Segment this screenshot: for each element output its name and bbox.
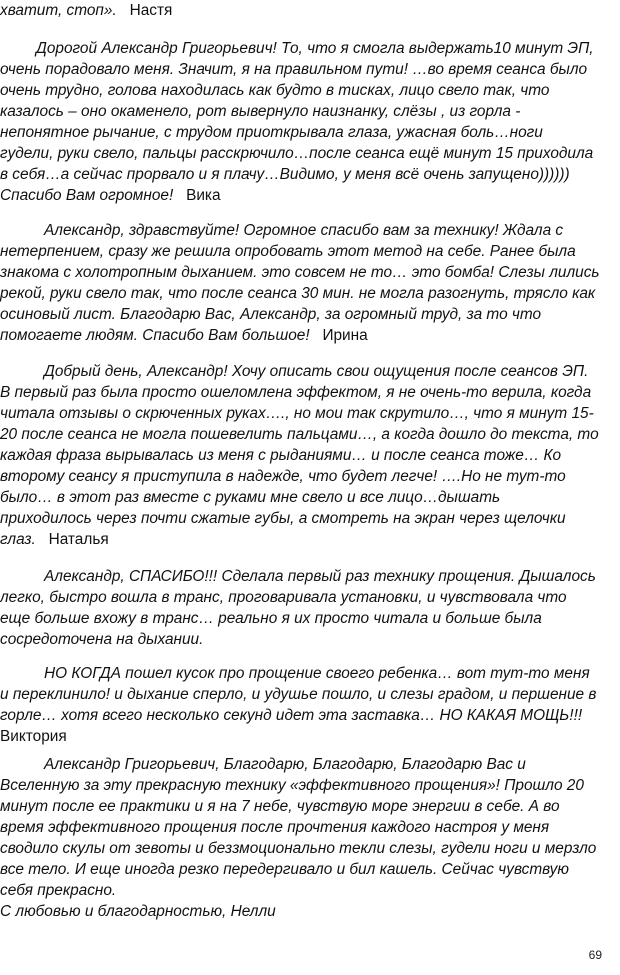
paragraph-2-line — [0, 143, 620, 164]
paragraph-3-line — [0, 304, 620, 325]
testimonial-text: помогаете людям. Спасибо Вам большое! — [0, 327, 310, 344]
paragraph-3-line — [0, 283, 620, 304]
testimonial-text: сводило скулы от зевоты и беззмоционально текли слезы, гудели ноги и мерзло — [0, 840, 597, 857]
paragraph-3-line — [0, 220, 620, 241]
testimonial-text: НО КОГДА пошел кусок про прощение своего ребенка… вот тут-то меня — [44, 665, 590, 682]
paragraph-3-line — [0, 241, 620, 262]
paragraph-7-line — [0, 838, 620, 859]
paragraph-7-line — [0, 775, 620, 796]
testimonial-text: время эффективного прощения после прочтения каждого настроя у меня — [0, 819, 550, 836]
testimonial-text: в себя…а сейчас прорвало и я плачу…Видимо, у меня всё очень запущено)))))) — [0, 166, 570, 183]
testimonial-text: казалось – оно окаменело, рот вывернуло наизнанку, слёзы , из горла - — [0, 103, 521, 120]
testimonial-text: и переклинило! и дыхание сперло, и удушье пошло, и слезы градом, и першение в — [0, 686, 597, 703]
author-signature: Вика — [186, 187, 221, 204]
testimonial-text: Вселенную за эту прекрасную технику «эффективного прощения»! Прошло 20 — [0, 777, 584, 794]
paragraph-5-line — [0, 629, 620, 650]
testimonial-text: хватит, стоп». — [0, 2, 117, 19]
paragraph-5-line — [0, 566, 620, 587]
paragraph-6-line — [0, 705, 620, 726]
paragraph-7-line — [0, 880, 620, 901]
paragraph-2-line — [0, 164, 620, 185]
testimonial-text: глаз. — [0, 531, 36, 548]
paragraph-4-line — [0, 403, 620, 424]
paragraph-4-line — [0, 445, 620, 466]
paragraph-3-line — [0, 325, 620, 346]
testimonial-text: Спасибо Вам огромное! — [0, 187, 174, 204]
testimonial-text: себя прекрасно. — [0, 882, 117, 899]
paragraph-3-line — [0, 262, 620, 283]
paragraph-1-line — [0, 0, 620, 21]
testimonial-text: Добрый день, Александр! Хочу описать свои ощущения после сеансов ЭП. — [44, 363, 589, 380]
paragraph-5-line — [0, 587, 620, 608]
testimonial-text: Дорогой Александр Григорьевич! То, что я смогла выдержать10 минут ЭП, — [36, 40, 594, 57]
testimonial-text: все тело. И еще иногда резко передергивало и бил кашель. Сейчас чувствую — [0, 861, 569, 878]
testimonial-text: Александр, здравствуйте! Огромное спасибо вам за технику! Ждала с — [44, 222, 564, 239]
testimonial-text: 20 после сеанса не могла пошевелить пальцами…, а когда дошло до текста, то — [0, 426, 599, 443]
paragraph-6-line — [0, 726, 620, 747]
testimonial-text: непонятное рычание, с трудом приоткрывала глаза, ужасная боль…ноги — [0, 124, 543, 141]
paragraph-7-line — [0, 901, 620, 922]
testimonial-text: нетерпением, сразу же решила опробовать этот метод на себе. Ранее была — [0, 243, 576, 260]
author-signature: Наталья — [48, 531, 109, 548]
paragraph-4-line — [0, 529, 620, 550]
testimonial-text: В первый раз была просто ошеломлена эффектом, я не очень-то верила, когда — [0, 384, 592, 401]
paragraph-2-line — [0, 59, 620, 80]
testimonial-text: Александр, СПАСИБО!!! Сделала первый раз технику прощения. Дышалось — [44, 568, 596, 585]
testimonial-text: гудели, руки свело, пальцы расскрючило…после сеанса ещё минут 15 приходила — [0, 145, 594, 162]
author-signature: Настя — [129, 2, 173, 19]
testimonial-text: С любовью и благодарностью, Нелли — [0, 903, 276, 920]
paragraph-4-line — [0, 508, 620, 529]
paragraph-4-line — [0, 424, 620, 445]
paragraph-4-line — [0, 487, 620, 508]
paragraph-4-line — [0, 466, 620, 487]
paragraph-5-line — [0, 608, 620, 629]
paragraph-6-line — [0, 684, 620, 705]
testimonial-text: читала отзывы о скрюченных руках…., но мои так скрутило…, что я минут 15- — [0, 405, 594, 422]
testimonial-text: минут после ее практики и я на 7 небе, чувствую море энергии в себе. А во — [0, 798, 560, 815]
testimonial-text: сосредоточена на дыхании. — [0, 631, 204, 648]
paragraph-2-line — [0, 122, 620, 143]
paragraph-7-line — [0, 796, 620, 817]
testimonial-text: приходилось через почти сжатые губы, а смотреть на экран через щелочки — [0, 510, 566, 527]
paragraph-7-line — [0, 754, 620, 775]
testimonial-text: рекой, руки свело так, что после сеанса 30 мин. не могла разогнуть, трясло как — [0, 285, 596, 302]
page-number: 69 — [588, 948, 602, 962]
testimonial-text: горле… хотя всего несколько секунд идет эта заставка… НО КАКАЯ МОЩЬ!!! — [0, 707, 583, 724]
testimonial-text: легко, быстро вошла в транс, проговаривала установки, и чувствовала что — [0, 589, 567, 606]
paragraph-7-line — [0, 817, 620, 838]
testimonial-text: каждая фраза вырывалась из меня с рыданиями… и после сеанса тоже… Ко — [0, 447, 562, 464]
paragraph-4-line — [0, 382, 620, 403]
paragraph-4-line — [0, 361, 620, 382]
paragraph-7-line — [0, 859, 620, 880]
testimonial-text: Александр Григорьевич, Благодарю, Благодарю, Благодарю Вас и — [44, 756, 526, 773]
testimonial-text: осиновый лист. Благодарю Вас, Александр, за огромный труд, за то что — [0, 306, 542, 323]
paragraph-2-line — [0, 80, 620, 101]
testimonial-text: было… в этот раз вместе с руками мне свело и все лицо…дышать — [0, 489, 501, 506]
paragraph-2-line — [0, 185, 620, 206]
testimonial-text: знакома с холотропным дыханием. это совсем не то… это бомба! Слезы лились — [0, 264, 600, 281]
testimonial-text: очень порадовало меня. Значит, я на правильном пути! …во время сеанса было — [0, 61, 588, 78]
paragraph-2-line — [0, 38, 620, 59]
paragraph-2-line — [0, 101, 620, 122]
author-signature: Ирина — [322, 327, 368, 344]
testimonial-text: очень трудно, голова находилась как будто в тисках, лицо свело так, что — [0, 82, 550, 99]
author-signature: Виктория — [0, 728, 67, 745]
testimonial-text: еще больше вхожу в транс… реально я их просто читала и больше была — [0, 610, 542, 627]
testimonial-text: второму сеансу я приступила в надежде, что будет легче! ….Но не тут-то — [0, 468, 566, 485]
paragraph-6-line — [0, 663, 620, 684]
